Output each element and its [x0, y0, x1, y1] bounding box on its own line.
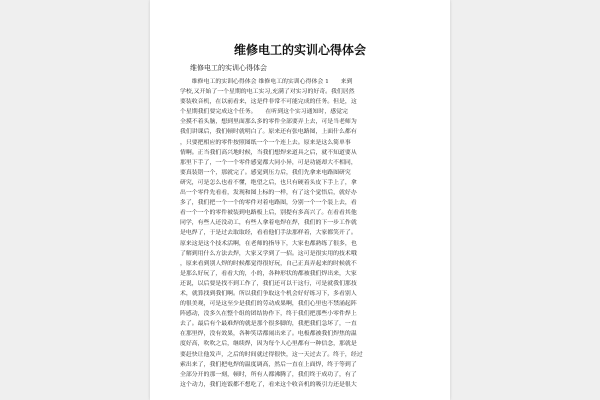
body-line: 学校,又开始了一个星期的电工实习,充满了对实习的好奇。我们居然 [180, 89, 355, 96]
body-line: 度好高，吹吹之后，继续焊，因为每个人心里都有一种信念，那就是 [180, 341, 357, 348]
body-line: 要赶快让他发声，之后的时间就过得很快，这一天过去了。终于，经过 [180, 351, 363, 358]
document-subtitle: 维修电工的实训心得体会 [190, 64, 267, 72]
body-line: 看一个一个的零件被装到电路板上后，别提有多高兴了。在看看其他 [180, 210, 357, 217]
body-line: 情啊。正当我们高兴地时候，当我们想焊来道具之后，就不知道要从 [180, 149, 357, 156]
body-line: 这个动力，我们连饭都不想吃了，看来这个收音机的吸引力还是很大 [180, 381, 357, 388]
body-line: 是电焊了，于是过去取取经，看看他们手法那样着，大家都笑开了。 [180, 230, 357, 237]
body-line: 是那么好玩了，看看大的，小的，各种形状的都被我们焊出来，大家 [180, 270, 357, 277]
body-line: 要真装错一个，那就完了。感觉到压力后，我们先拿来电路图研究 [180, 169, 351, 176]
body-line: 我们讲课后，我们顿时就明白了。原来还有张电路图，上面什么都有 [180, 129, 357, 136]
body-line: 全摸不着头脑，想到里面那么多的零件全部要弄上去，可是当老师为 [180, 119, 357, 126]
body-line: 那里下手了，一个一个零件感觉都大同小异，可是功能却大不相同， [180, 159, 357, 166]
body-line: 个星期我们要完成这个任务。 在听到这个实习通知时，感觉完 [180, 109, 348, 116]
body-line: 同学，有些人还没动工，有些人拿着电焊在焊，我们的下一步工作就 [180, 220, 357, 227]
body-line: 出一个零件先看看，发现和图上标的一样，有了这个觉悟后，就好办 [180, 190, 357, 197]
body-line: 维修电工的实训心得体会 维修电工的实训心得体会 1 来到 [180, 79, 353, 85]
body-line: 研究，可是怎么也看不懂，绝望之后，也只有硬着头皮下手上了，拿 [180, 179, 357, 186]
body-line: 去了。最后有个最难焊的就是那个很多脚的，我把我们急坏了，一直 [180, 321, 357, 328]
body-line: 的很美观，可是这至少是我们的劳动成果啊，我们心里也不禁涌起阵 [180, 301, 357, 308]
body-line: 在那里焊，没有效果，各种笑话都闹出来了。电板都被我们焊焦的温 [180, 331, 357, 338]
body-line: 了解到用什么方法去焊，大家又学到了一招。这可是很实用的技术哦 [180, 250, 357, 257]
body-line: 原来这是这个技术活啊，在老师的指导下，大家也都熟练了很多，也 [180, 240, 357, 247]
document-title: 维修电工的实训心得体会 [233, 43, 366, 57]
body-line: 术，就算找到我们啊。所以我们争取这个机会好好练习下，多看别人 [180, 290, 357, 297]
body-line: 全部分开的那一刻，顿时，所有人都沸腾了，我们终于成功了，有了 [180, 371, 357, 378]
body-line: 还说，以后要是找不到工作了，我们还可以干这行，可是就我们那技 [180, 280, 357, 287]
body-line: ，只要把相应的零件按照图纸一个一个连上去。原来是这么简单事 [180, 139, 351, 146]
body-line: 多了，我们把一个一个的零件对着电路图，分别一个一个装上去，看 [180, 200, 357, 207]
body-line: ，原来看到别人焊的时候都觉得很好玩，自己正真弄起来的时候就不 [180, 260, 357, 267]
document-page [150, 0, 450, 400]
body-line: 阵感动，没多久在整个组的团结协作下，终于我们把那些小零件焊上 [180, 311, 357, 318]
body-line: 要装收音机，在以前看来，这是件非常不可能完成的任务。但是，这 [180, 99, 357, 106]
document-body [180, 77, 420, 390]
body-line: 索出来了，我们把电焊的温度调高，然后一直在上面焊，终于等到了 [180, 361, 357, 368]
